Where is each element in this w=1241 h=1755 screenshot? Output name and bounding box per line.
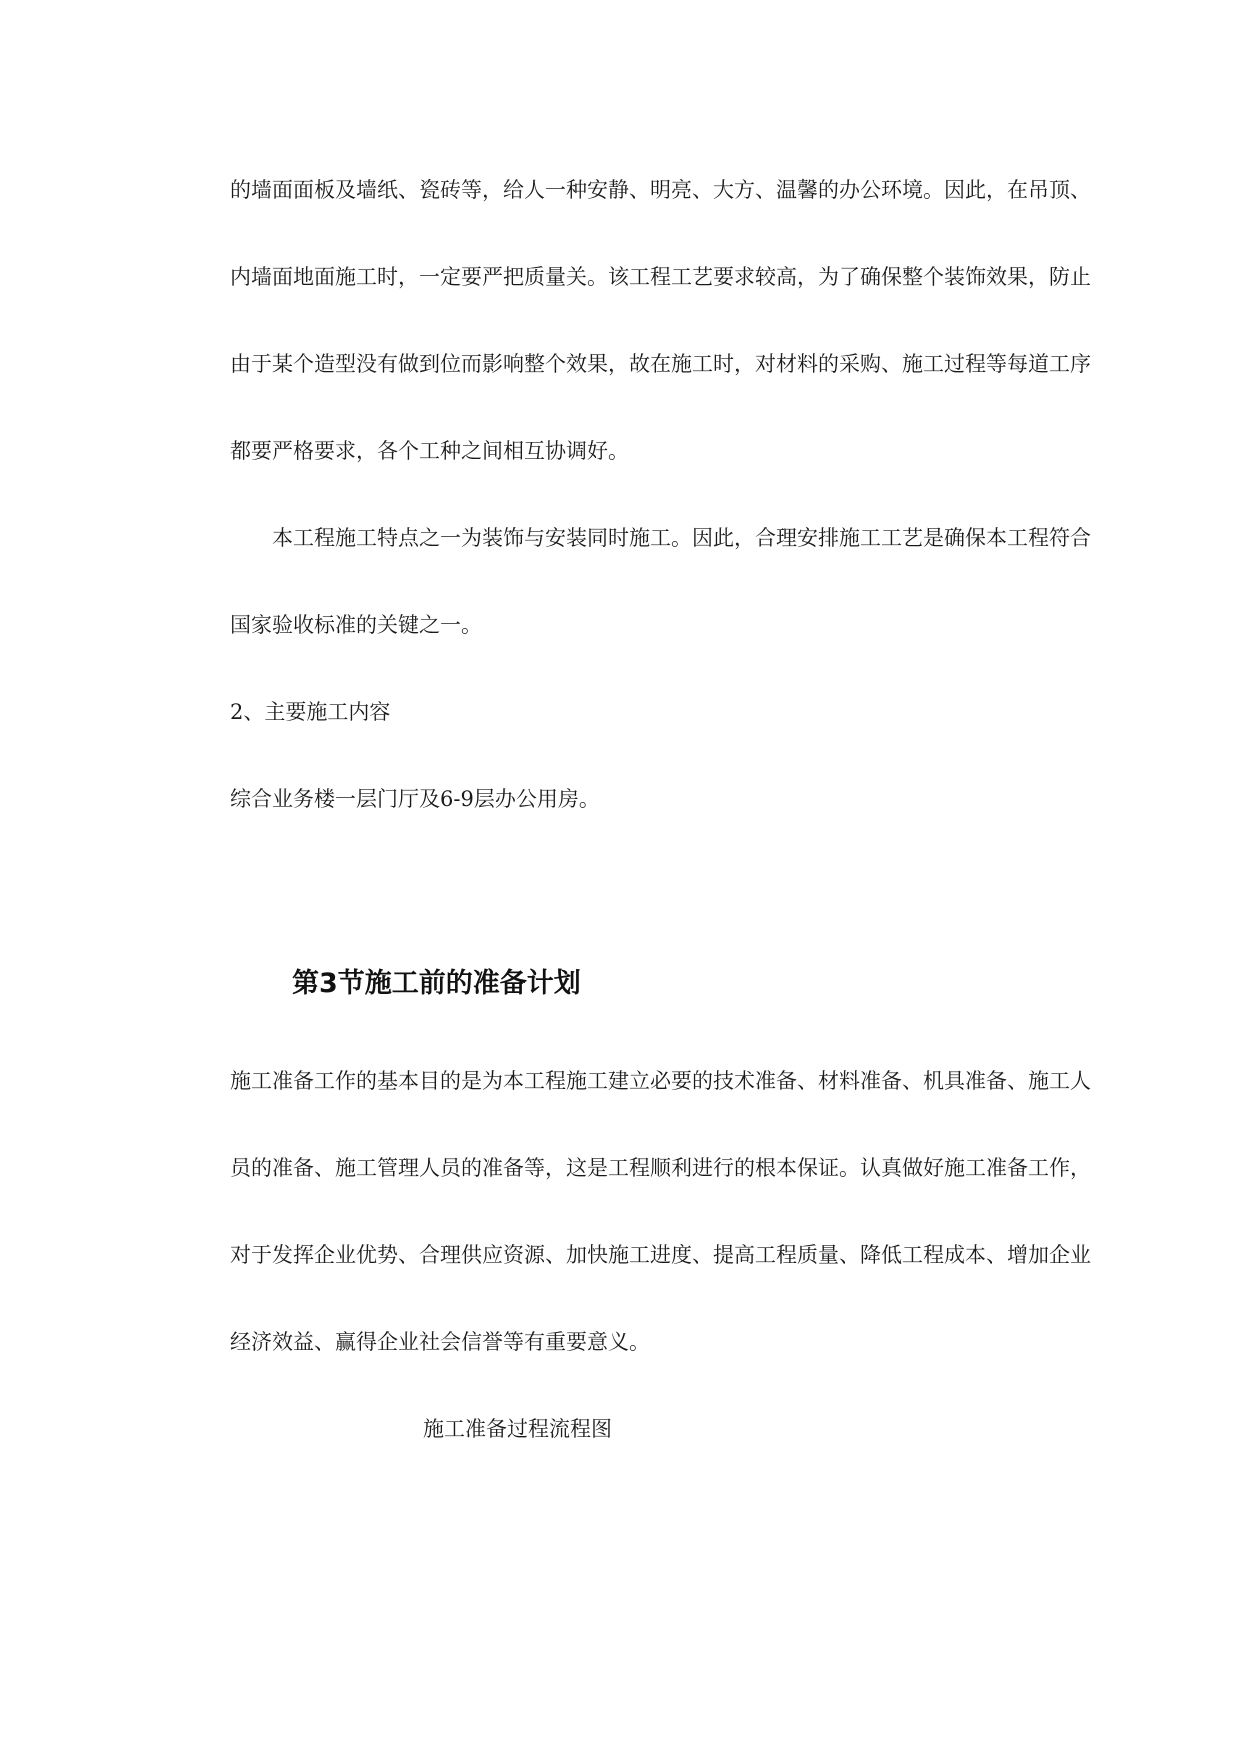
item-content: 综合业务楼一层门厅及6-9层办公用房。 [230,787,600,811]
item-title: 2、主要施工内容 [230,700,391,724]
section-heading: 第3节施工前的准备计划 [292,968,581,999]
text-line: 由于某个造型没有做到位而影响整个效果，故在施工时，对材料的采购、施工过程等每道工序 [230,352,1091,376]
text-line: 施工准备工作的基本目的是为本工程施工建立必要的技术准备、材料准备、机具准备、施工人 [230,1069,1091,1093]
text-line: 的墙面面板及墙纸、瓷砖等，给人一种安静、明亮、大方、温馨的办公环境。因此，在吊顶、 [230,178,1091,202]
text-line: 内墙面地面施工时，一定要严把质量关。该工程工艺要求较高，为了确保整个装饰效果，防止 [230,265,1091,289]
text-line: 都要严格要求，各个工种之间相互协调好。 [230,439,629,463]
text-line: 经济效益、赢得企业社会信誉等有重要意义。 [230,1330,650,1354]
text-line: 国家验收标准的关键之一。 [230,613,482,637]
text-line: 对于发挥企业优势、合理供应资源、加快施工进度、提高工程质量、降低工程成本、增加企业 [230,1243,1091,1267]
text-line: 员的准备、施工管理人员的准备等，这是工程顺利进行的根本保证。认真做好施工准备工作， [230,1156,1091,1180]
text-line: 本工程施工特点之一为装饰与安装同时施工。因此，合理安排施工工艺是确保本工程符合 [272,526,1091,550]
figure-caption: 施工准备过程流程图 [423,1417,612,1441]
